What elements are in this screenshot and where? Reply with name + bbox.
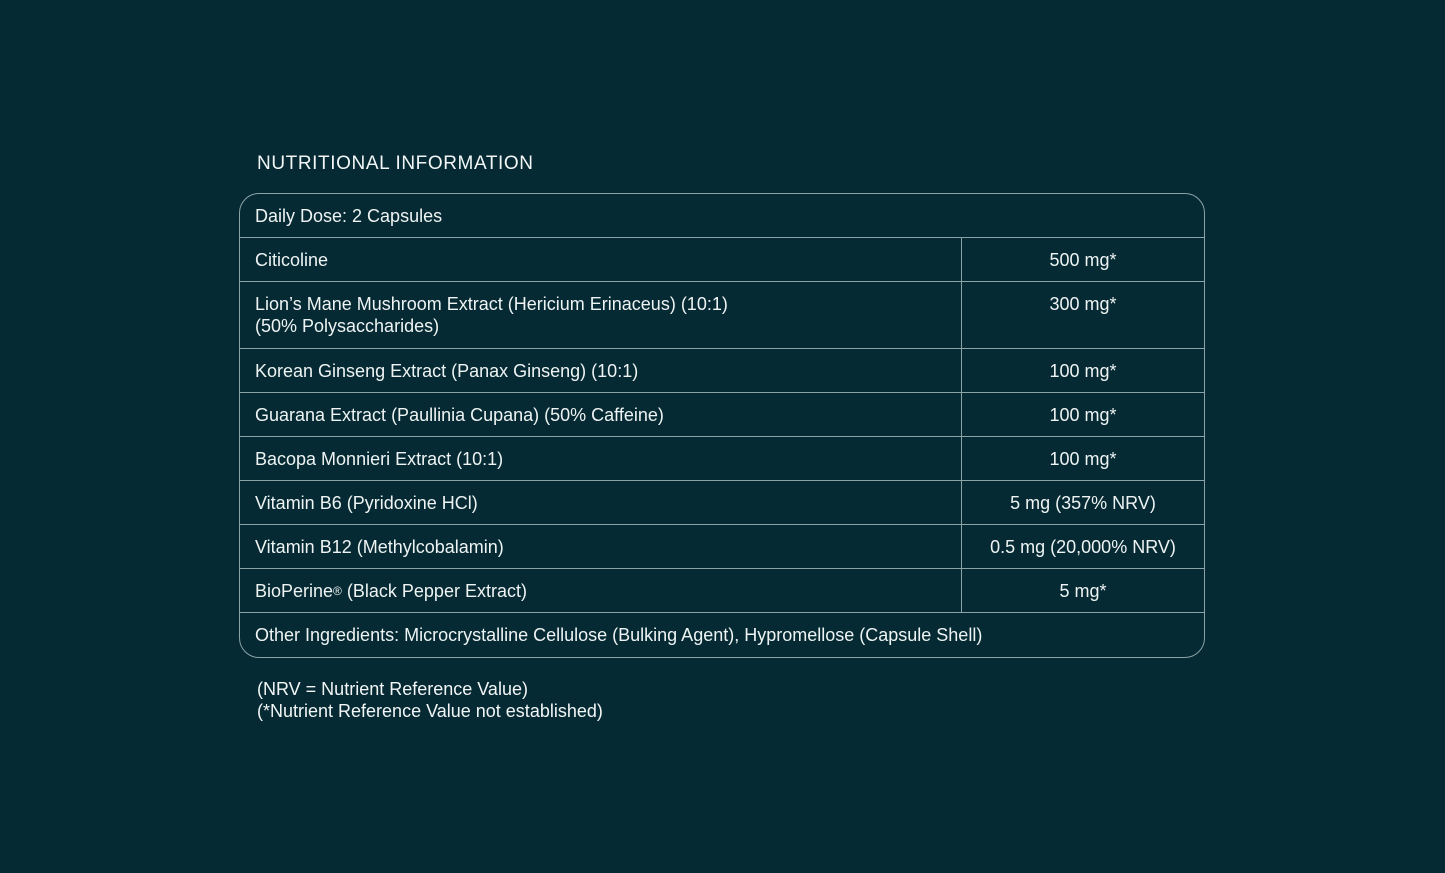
nutrition-table — [239, 193, 1205, 658]
footnote-nrv: (NRV = Nutrient Reference Value) — [257, 679, 528, 699]
other-ingredients-row — [240, 613, 1204, 657]
ingredient-row — [240, 481, 1204, 525]
other-ingredients-text: Other Ingredients: Microcrystalline Cellulose (Bulking Agent), Hypromellose (Capsule Shell) — [255, 625, 983, 645]
footnotes — [257, 678, 603, 722]
ingredient-row — [240, 525, 1204, 569]
ingredient-name: Vitamin B6 (Pyridoxine HCl) — [240, 481, 962, 524]
daily-dose-text: Daily Dose: 2 Capsules — [255, 206, 443, 226]
ingredient-row — [240, 282, 1204, 349]
ingredient-name: Bacopa Monnieri Extract (10:1) — [240, 437, 962, 480]
ingredient-amount: 100 mg* — [1049, 361, 1117, 381]
ingredient-row — [240, 393, 1204, 437]
ingredient-row — [240, 569, 1204, 613]
ingredient-name — [240, 282, 962, 348]
ingredient-amount: 5 mg* — [1059, 581, 1107, 601]
ingredient-row — [240, 238, 1204, 282]
ingredient-name — [240, 569, 962, 612]
ingredient-amount: 500 mg* — [1049, 250, 1117, 270]
ingredient-name: Guarana Extract (Paullinia Cupana) (50% Caffeine) — [240, 393, 962, 436]
ingredient-name: Korean Ginseng Extract (Panax Ginseng) (10:1) — [240, 349, 962, 392]
daily-dose-row — [240, 194, 1204, 238]
ingredient-name: Citicoline — [240, 238, 962, 281]
ingredient-name-line1: Lion’s Mane Mushroom Extract (Hericium Erinaceus) (10:1) — [255, 294, 728, 314]
ingredient-row — [240, 437, 1204, 481]
ingredient-amount: 300 mg* — [1049, 294, 1117, 314]
ingredient-amount: 5 mg (357% NRV) — [1010, 493, 1156, 513]
ingredient-amount: 0.5 mg (20,000% NRV) — [990, 537, 1176, 557]
ingredient-name-brand: BioPerine — [255, 581, 334, 601]
ingredient-row — [240, 349, 1204, 393]
registered-mark: ® — [333, 584, 342, 598]
ingredient-name: Vitamin B12 (Methylcobalamin) — [240, 525, 962, 568]
section-title: NUTRITIONAL INFORMATION — [257, 153, 534, 174]
ingredient-amount: 100 mg* — [1049, 405, 1117, 425]
ingredient-name-suffix: (Black Pepper Extract) — [341, 581, 527, 601]
footnote-not-established: (*Nutrient Reference Value not established) — [257, 701, 603, 721]
ingredient-amount: 100 mg* — [1049, 449, 1117, 469]
ingredient-name-line2: (50% Polysaccharides) — [255, 316, 440, 336]
